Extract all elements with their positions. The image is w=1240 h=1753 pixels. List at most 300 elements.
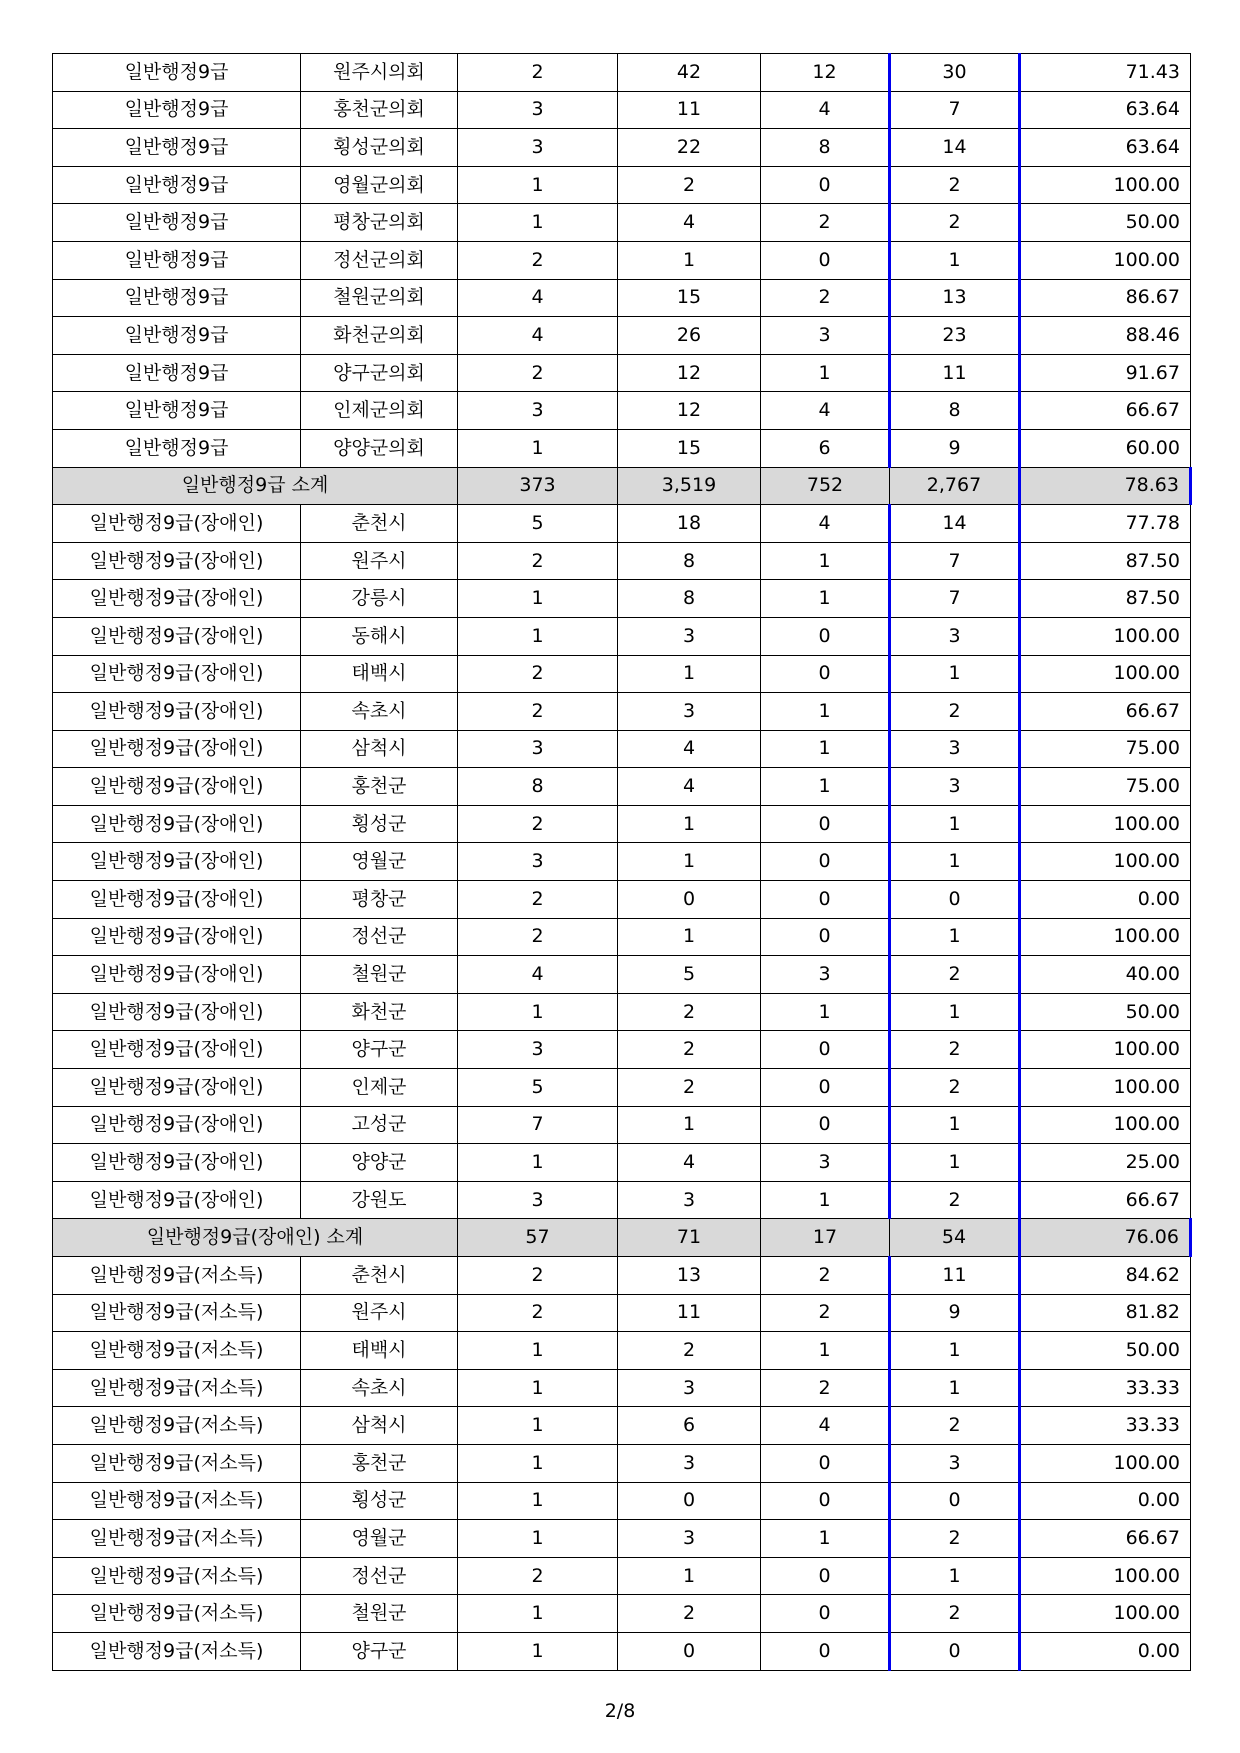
absentees-cell: 1 [761, 1520, 890, 1558]
absentees-cell: 17 [761, 1219, 890, 1257]
absentees-cell: 1 [761, 1181, 890, 1219]
agency-cell: 속초시 [301, 693, 458, 731]
table-row [53, 1144, 1191, 1182]
positions-cell: 2 [458, 805, 618, 843]
applicants-cell: 3 [618, 1444, 761, 1482]
agency-cell: 철원군 [301, 956, 458, 994]
agency-cell: 인제군 [301, 1069, 458, 1107]
table-row [53, 617, 1191, 655]
attendees-cell: 2,767 [890, 467, 1020, 505]
attendance-rate-cell: 77.78 [1020, 505, 1191, 543]
attendance-rate-cell: 63.64 [1020, 91, 1191, 129]
attendance-rate-cell: 91.67 [1020, 354, 1191, 392]
attendees-cell: 3 [890, 730, 1020, 768]
agency-cell: 양구군 [301, 1632, 458, 1670]
table-row [53, 279, 1191, 317]
absentees-cell: 8 [761, 129, 890, 167]
applicants-cell: 4 [618, 730, 761, 768]
table-row [53, 1106, 1191, 1144]
table-row [53, 655, 1191, 693]
attendees-cell: 2 [890, 1069, 1020, 1107]
table-row [53, 580, 1191, 618]
attendees-cell: 1 [890, 1144, 1020, 1182]
absentees-cell: 6 [761, 429, 890, 467]
attendees-cell: 11 [890, 1257, 1020, 1295]
agency-cell: 화천군의회 [301, 317, 458, 355]
positions-cell: 2 [458, 655, 618, 693]
attendees-cell: 9 [890, 429, 1020, 467]
exam-category-cell: 일반행정9급 [53, 129, 301, 167]
exam-category-cell: 일반행정9급(장애인) [53, 655, 301, 693]
attendance-rate-cell: 33.33 [1020, 1407, 1191, 1445]
applicants-cell: 5 [618, 956, 761, 994]
attendees-cell: 1 [890, 655, 1020, 693]
applicants-cell: 3 [618, 1369, 761, 1407]
positions-cell: 2 [458, 241, 618, 279]
attendance-rate-cell: 78.63 [1020, 467, 1191, 505]
attendees-cell: 23 [890, 317, 1020, 355]
absentees-cell: 0 [761, 918, 890, 956]
table-row [53, 505, 1191, 543]
agency-cell: 영월군 [301, 843, 458, 881]
attendance-rate-cell: 100.00 [1020, 617, 1191, 655]
applicants-cell: 2 [618, 1069, 761, 1107]
attendees-cell: 7 [890, 580, 1020, 618]
table-row [53, 956, 1191, 994]
attendees-cell: 1 [890, 843, 1020, 881]
attendees-cell: 3 [890, 768, 1020, 806]
attendees-cell: 8 [890, 392, 1020, 430]
table-row [53, 1369, 1191, 1407]
table-row [53, 429, 1191, 467]
applicants-cell: 2 [618, 1332, 761, 1370]
applicants-cell: 0 [618, 881, 761, 919]
absentees-cell: 1 [761, 542, 890, 580]
results-table [52, 53, 1192, 1671]
positions-cell: 3 [458, 1031, 618, 1069]
exam-category-cell: 일반행정9급(저소득) [53, 1557, 301, 1595]
absentees-cell: 0 [761, 1482, 890, 1520]
agency-cell: 원주시의회 [301, 54, 458, 92]
attendance-rate-cell: 100.00 [1020, 166, 1191, 204]
attendees-cell: 1 [890, 1369, 1020, 1407]
attendance-rate-cell: 86.67 [1020, 279, 1191, 317]
attendees-cell: 54 [890, 1219, 1020, 1257]
attendees-cell: 1 [890, 241, 1020, 279]
exam-category-cell: 일반행정9급(장애인) [53, 617, 301, 655]
positions-cell: 1 [458, 1595, 618, 1633]
document-page [52, 53, 1190, 1671]
positions-cell: 1 [458, 1632, 618, 1670]
table-row [53, 1407, 1191, 1445]
positions-cell: 1 [458, 993, 618, 1031]
positions-cell: 2 [458, 542, 618, 580]
positions-cell: 2 [458, 54, 618, 92]
exam-category-cell: 일반행정9급(저소득) [53, 1332, 301, 1370]
absentees-cell: 0 [761, 617, 890, 655]
applicants-cell: 2 [618, 993, 761, 1031]
exam-category-cell: 일반행정9급(장애인) [53, 768, 301, 806]
exam-category-cell: 일반행정9급 [53, 354, 301, 392]
applicants-cell: 3 [618, 617, 761, 655]
positions-cell: 1 [458, 204, 618, 242]
applicants-cell: 13 [618, 1257, 761, 1295]
attendees-cell: 1 [890, 1106, 1020, 1144]
agency-cell: 평창군 [301, 881, 458, 919]
positions-cell: 3 [458, 1181, 618, 1219]
exam-category-cell: 일반행정9급(장애인) [53, 993, 301, 1031]
applicants-cell: 15 [618, 429, 761, 467]
positions-cell: 373 [458, 467, 618, 505]
applicants-cell: 4 [618, 1144, 761, 1182]
absentees-cell: 1 [761, 730, 890, 768]
attendees-cell: 0 [890, 1482, 1020, 1520]
positions-cell: 4 [458, 279, 618, 317]
attendance-rate-cell: 100.00 [1020, 1595, 1191, 1633]
agency-cell: 태백시 [301, 1332, 458, 1370]
exam-category-cell: 일반행정9급(장애인) [53, 730, 301, 768]
positions-cell: 1 [458, 617, 618, 655]
attendees-cell: 2 [890, 204, 1020, 242]
table-row [53, 241, 1191, 279]
table-row [53, 542, 1191, 580]
positions-cell: 2 [458, 1294, 618, 1332]
table-row [53, 91, 1191, 129]
exam-category-cell: 일반행정9급(장애인) [53, 693, 301, 731]
absentees-cell: 0 [761, 1069, 890, 1107]
attendees-cell: 7 [890, 542, 1020, 580]
positions-cell: 1 [458, 1444, 618, 1482]
exam-category-cell: 일반행정9급(저소득) [53, 1444, 301, 1482]
agency-cell: 홍천군 [301, 1444, 458, 1482]
attendance-rate-cell: 66.67 [1020, 392, 1191, 430]
agency-cell: 횡성군 [301, 805, 458, 843]
applicants-cell: 1 [618, 843, 761, 881]
absentees-cell: 0 [761, 881, 890, 919]
agency-cell: 횡성군의회 [301, 129, 458, 167]
agency-cell: 양구군 [301, 1031, 458, 1069]
exam-category-cell: 일반행정9급 [53, 429, 301, 467]
agency-cell: 속초시 [301, 1369, 458, 1407]
agency-cell: 동해시 [301, 617, 458, 655]
attendees-cell: 3 [890, 1444, 1020, 1482]
positions-cell: 2 [458, 693, 618, 731]
absentees-cell: 0 [761, 1557, 890, 1595]
table-row [53, 1069, 1191, 1107]
absentees-cell: 0 [761, 1106, 890, 1144]
attendance-rate-cell: 50.00 [1020, 993, 1191, 1031]
exam-category-cell: 일반행정9급(장애인) [53, 805, 301, 843]
exam-category-cell: 일반행정9급 [53, 166, 301, 204]
attendees-cell: 2 [890, 1031, 1020, 1069]
table-row [53, 843, 1191, 881]
exam-category-cell: 일반행정9급(장애인) [53, 1069, 301, 1107]
attendees-cell: 0 [890, 881, 1020, 919]
attendance-rate-cell: 66.67 [1020, 1181, 1191, 1219]
attendance-rate-cell: 100.00 [1020, 241, 1191, 279]
attendance-rate-cell: 100.00 [1020, 1557, 1191, 1595]
exam-category-cell: 일반행정9급(장애인) [53, 1031, 301, 1069]
agency-cell: 영월군의회 [301, 166, 458, 204]
positions-cell: 1 [458, 1144, 618, 1182]
absentees-cell: 0 [761, 655, 890, 693]
exam-category-cell: 일반행정9급(장애인) [53, 956, 301, 994]
attendance-rate-cell: 100.00 [1020, 918, 1191, 956]
absentees-cell: 752 [761, 467, 890, 505]
subtotal-label: 일반행정9급(장애인) 소계 [53, 1219, 458, 1257]
agency-cell: 인제군의회 [301, 392, 458, 430]
agency-cell: 평창군의회 [301, 204, 458, 242]
applicants-cell: 26 [618, 317, 761, 355]
agency-cell: 정선군 [301, 918, 458, 956]
page-number: 2/8 [604, 1700, 636, 1722]
agency-cell: 홍천군의회 [301, 91, 458, 129]
agency-cell: 철원군 [301, 1595, 458, 1633]
absentees-cell: 2 [761, 204, 890, 242]
agency-cell: 춘천시 [301, 505, 458, 543]
exam-category-cell: 일반행정9급(저소득) [53, 1632, 301, 1670]
attendance-rate-cell: 33.33 [1020, 1369, 1191, 1407]
attendance-rate-cell: 50.00 [1020, 1332, 1191, 1370]
positions-cell: 3 [458, 843, 618, 881]
attendance-rate-cell: 71.43 [1020, 54, 1191, 92]
exam-category-cell: 일반행정9급 [53, 241, 301, 279]
applicants-cell: 11 [618, 91, 761, 129]
positions-cell: 57 [458, 1219, 618, 1257]
positions-cell: 2 [458, 881, 618, 919]
exam-category-cell: 일반행정9급(장애인) [53, 580, 301, 618]
applicants-cell: 1 [618, 655, 761, 693]
applicants-cell: 3 [618, 693, 761, 731]
subtotal-row [53, 1219, 1191, 1257]
applicants-cell: 4 [618, 204, 761, 242]
attendance-rate-cell: 100.00 [1020, 805, 1191, 843]
exam-category-cell: 일반행정9급(장애인) [53, 1144, 301, 1182]
exam-category-cell: 일반행정9급 [53, 91, 301, 129]
applicants-cell: 0 [618, 1482, 761, 1520]
attendees-cell: 2 [890, 1181, 1020, 1219]
attendance-rate-cell: 84.62 [1020, 1257, 1191, 1295]
positions-cell: 1 [458, 1407, 618, 1445]
agency-cell: 원주시 [301, 542, 458, 580]
attendees-cell: 1 [890, 805, 1020, 843]
positions-cell: 3 [458, 91, 618, 129]
table-row [53, 1595, 1191, 1633]
absentees-cell: 3 [761, 956, 890, 994]
positions-cell: 1 [458, 580, 618, 618]
positions-cell: 1 [458, 1369, 618, 1407]
attendance-rate-cell: 100.00 [1020, 1444, 1191, 1482]
exam-category-cell: 일반행정9급 [53, 204, 301, 242]
table-row [53, 204, 1191, 242]
attendees-cell: 2 [890, 1407, 1020, 1445]
absentees-cell: 4 [761, 1407, 890, 1445]
attendees-cell: 14 [890, 505, 1020, 543]
table-row [53, 918, 1191, 956]
attendance-rate-cell: 63.64 [1020, 129, 1191, 167]
applicants-cell: 42 [618, 54, 761, 92]
attendance-rate-cell: 0.00 [1020, 1482, 1191, 1520]
exam-category-cell: 일반행정9급(저소득) [53, 1257, 301, 1295]
applicants-cell: 1 [618, 1557, 761, 1595]
attendance-rate-cell: 75.00 [1020, 730, 1191, 768]
agency-cell: 정선군의회 [301, 241, 458, 279]
positions-cell: 4 [458, 956, 618, 994]
positions-cell: 2 [458, 918, 618, 956]
applicants-cell: 22 [618, 129, 761, 167]
table-row [53, 392, 1191, 430]
attendance-rate-cell: 88.46 [1020, 317, 1191, 355]
attendees-cell: 14 [890, 129, 1020, 167]
attendance-rate-cell: 100.00 [1020, 1031, 1191, 1069]
attendees-cell: 9 [890, 1294, 1020, 1332]
subtotal-row [53, 467, 1191, 505]
attendees-cell: 2 [890, 693, 1020, 731]
positions-cell: 2 [458, 354, 618, 392]
attendance-rate-cell: 0.00 [1020, 881, 1191, 919]
applicants-cell: 1 [618, 805, 761, 843]
exam-category-cell: 일반행정9급(저소득) [53, 1294, 301, 1332]
applicants-cell: 15 [618, 279, 761, 317]
positions-cell: 2 [458, 1557, 618, 1595]
absentees-cell: 1 [761, 580, 890, 618]
table-row [53, 1632, 1191, 1670]
attendees-cell: 1 [890, 1332, 1020, 1370]
positions-cell: 3 [458, 730, 618, 768]
attendees-cell: 2 [890, 1595, 1020, 1633]
table-row [53, 1257, 1191, 1295]
absentees-cell: 1 [761, 693, 890, 731]
attendance-rate-cell: 40.00 [1020, 956, 1191, 994]
absentees-cell: 3 [761, 317, 890, 355]
absentees-cell: 1 [761, 993, 890, 1031]
positions-cell: 1 [458, 1520, 618, 1558]
exam-category-cell: 일반행정9급(장애인) [53, 505, 301, 543]
positions-cell: 7 [458, 1106, 618, 1144]
positions-cell: 3 [458, 129, 618, 167]
absentees-cell: 1 [761, 768, 890, 806]
attendees-cell: 2 [890, 956, 1020, 994]
table-row [53, 1520, 1191, 1558]
applicants-cell: 71 [618, 1219, 761, 1257]
exam-category-cell: 일반행정9급(장애인) [53, 542, 301, 580]
agency-cell: 강원도 [301, 1181, 458, 1219]
applicants-cell: 18 [618, 505, 761, 543]
positions-cell: 8 [458, 768, 618, 806]
attendees-cell: 30 [890, 54, 1020, 92]
applicants-cell: 8 [618, 542, 761, 580]
results-table-body [53, 54, 1191, 1671]
attendees-cell: 11 [890, 354, 1020, 392]
positions-cell: 1 [458, 1332, 618, 1370]
agency-cell: 원주시 [301, 1294, 458, 1332]
attendance-rate-cell: 76.06 [1020, 1219, 1191, 1257]
applicants-cell: 2 [618, 166, 761, 204]
applicants-cell: 2 [618, 1031, 761, 1069]
agency-cell: 강릉시 [301, 580, 458, 618]
attendance-rate-cell: 100.00 [1020, 843, 1191, 881]
applicants-cell: 2 [618, 1595, 761, 1633]
attendance-rate-cell: 50.00 [1020, 204, 1191, 242]
absentees-cell: 1 [761, 354, 890, 392]
absentees-cell: 0 [761, 1031, 890, 1069]
applicants-cell: 1 [618, 918, 761, 956]
attendance-rate-cell: 100.00 [1020, 655, 1191, 693]
table-row [53, 129, 1191, 167]
table-row [53, 993, 1191, 1031]
attendees-cell: 0 [890, 1632, 1020, 1670]
positions-cell: 2 [458, 1257, 618, 1295]
attendance-rate-cell: 25.00 [1020, 1144, 1191, 1182]
table-row [53, 1181, 1191, 1219]
absentees-cell: 2 [761, 1257, 890, 1295]
applicants-cell: 3 [618, 1520, 761, 1558]
attendees-cell: 1 [890, 918, 1020, 956]
applicants-cell: 0 [618, 1632, 761, 1670]
exam-category-cell: 일반행정9급(장애인) [53, 1106, 301, 1144]
attendees-cell: 13 [890, 279, 1020, 317]
applicants-cell: 3 [618, 1181, 761, 1219]
absentees-cell: 2 [761, 1294, 890, 1332]
attendees-cell: 1 [890, 993, 1020, 1031]
table-row [53, 354, 1191, 392]
positions-cell: 1 [458, 1482, 618, 1520]
applicants-cell: 1 [618, 1106, 761, 1144]
applicants-cell: 6 [618, 1407, 761, 1445]
exam-category-cell: 일반행정9급(저소득) [53, 1482, 301, 1520]
applicants-cell: 12 [618, 354, 761, 392]
applicants-cell: 8 [618, 580, 761, 618]
attendees-cell: 3 [890, 617, 1020, 655]
table-row [53, 1332, 1191, 1370]
absentees-cell: 0 [761, 805, 890, 843]
absentees-cell: 4 [761, 505, 890, 543]
absentees-cell: 0 [761, 241, 890, 279]
table-row [53, 1031, 1191, 1069]
attendance-rate-cell: 60.00 [1020, 429, 1191, 467]
agency-cell: 양양군 [301, 1144, 458, 1182]
table-row [53, 1557, 1191, 1595]
exam-category-cell: 일반행정9급 [53, 392, 301, 430]
positions-cell: 3 [458, 392, 618, 430]
table-row [53, 1294, 1191, 1332]
absentees-cell: 1 [761, 1332, 890, 1370]
absentees-cell: 2 [761, 279, 890, 317]
absentees-cell: 4 [761, 91, 890, 129]
positions-cell: 5 [458, 505, 618, 543]
applicants-cell: 12 [618, 392, 761, 430]
agency-cell: 삼척시 [301, 1407, 458, 1445]
table-row [53, 1482, 1191, 1520]
attendance-rate-cell: 81.82 [1020, 1294, 1191, 1332]
attendees-cell: 2 [890, 1520, 1020, 1558]
exam-category-cell: 일반행정9급(저소득) [53, 1407, 301, 1445]
agency-cell: 삼척시 [301, 730, 458, 768]
attendees-cell: 1 [890, 1557, 1020, 1595]
exam-category-cell: 일반행정9급 [53, 279, 301, 317]
agency-cell: 화천군 [301, 993, 458, 1031]
table-row [53, 768, 1191, 806]
agency-cell: 정선군 [301, 1557, 458, 1595]
attendees-cell: 7 [890, 91, 1020, 129]
attendance-rate-cell: 87.50 [1020, 580, 1191, 618]
agency-cell: 홍천군 [301, 768, 458, 806]
agency-cell: 철원군의회 [301, 279, 458, 317]
agency-cell: 춘천시 [301, 1257, 458, 1295]
attendance-rate-cell: 100.00 [1020, 1069, 1191, 1107]
applicants-cell: 1 [618, 241, 761, 279]
positions-cell: 1 [458, 166, 618, 204]
